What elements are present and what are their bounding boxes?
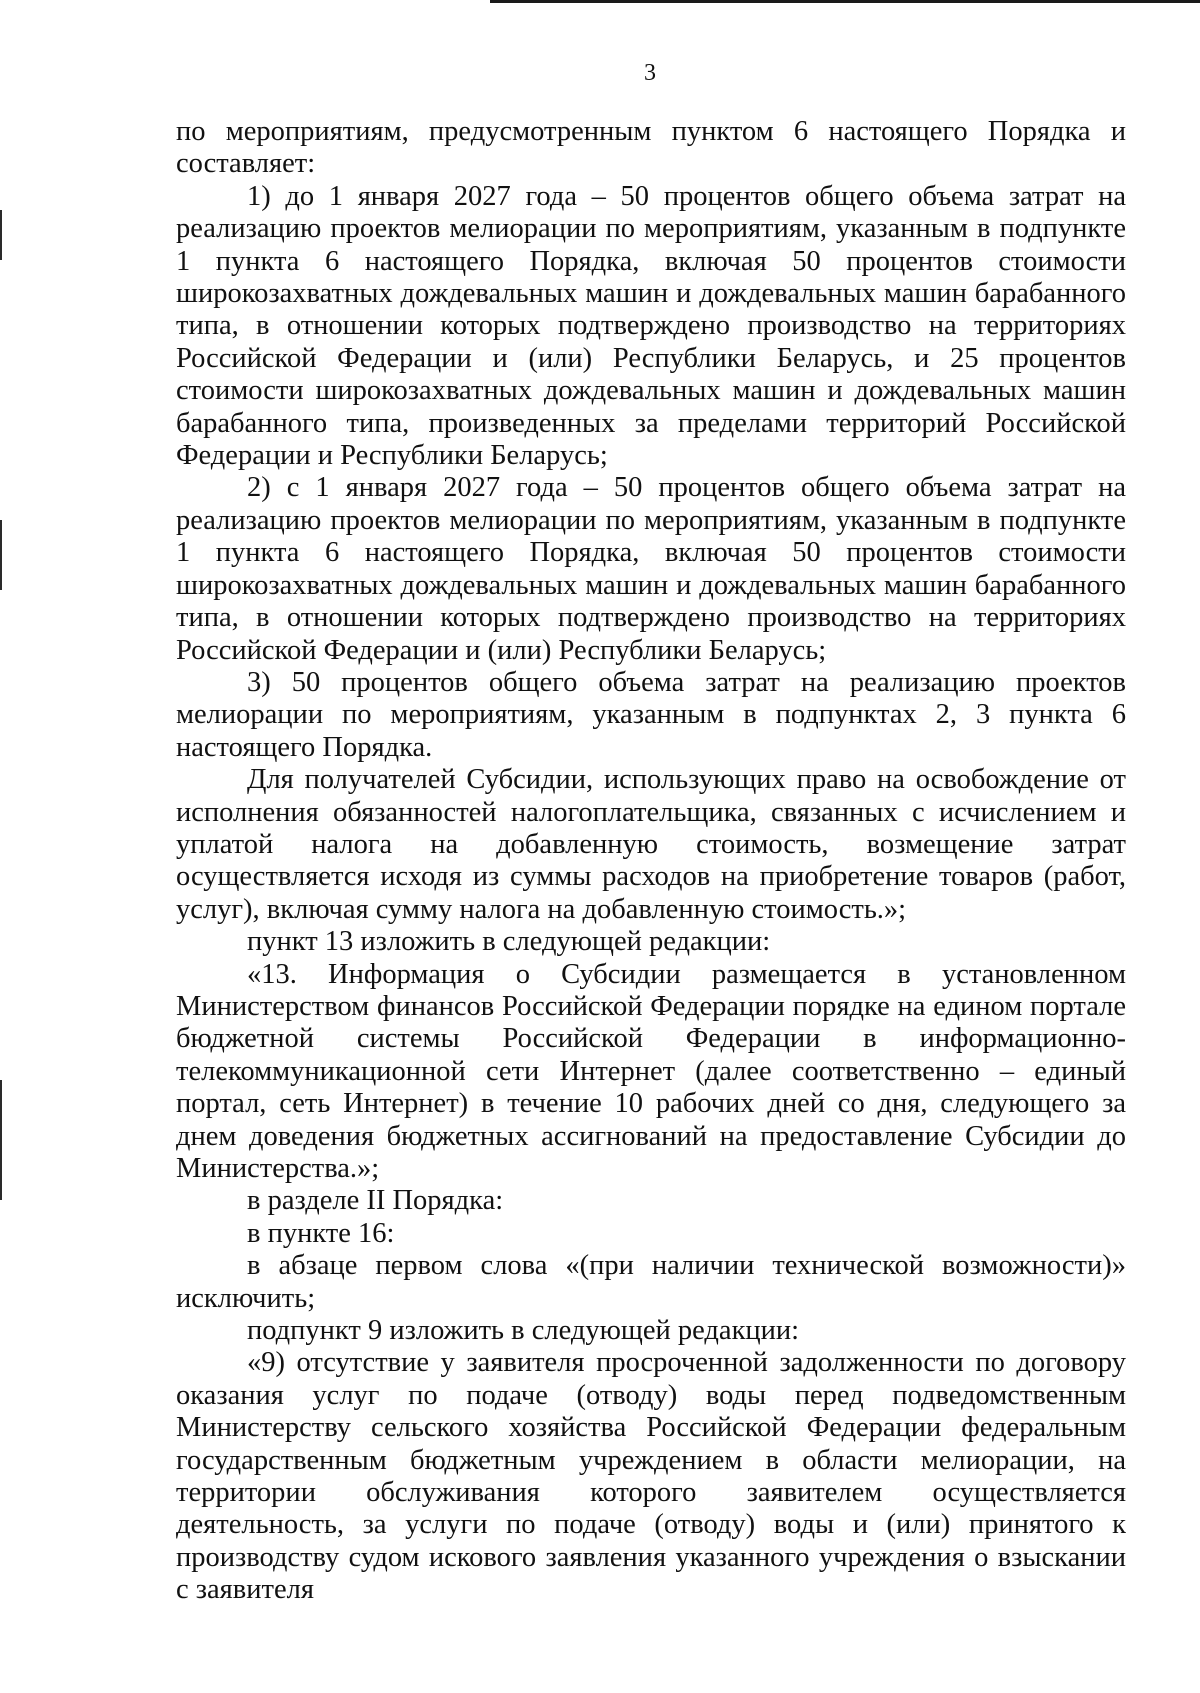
- paragraph-subpoint-9-text: «9) отсутствие у заявителя просроченной задолженности по договору оказания услуг по подаче (отводу) воды перед подведомственным Министерству сельского хозяйства Российской Федерации федеральным государственным бюджетным учреждением в области мелиорации, на территории обслуживания которого заявителем осуществляется деятельность, за услуги по подаче (отводу) воды и (или) принятого к производству судом искового заявления указанного учреждения о взыскании с заявителя: [176, 1347, 1126, 1606]
- paragraph-subpoint-9-instruction: подпункт 9 изложить в следующей редакции:: [247, 1315, 800, 1347]
- document-body: [176, 116, 1126, 1607]
- scan-left-edge-mark: [0, 210, 2, 260]
- paragraph-point-16: в пункте 16:: [247, 1217, 395, 1249]
- paragraph-point-13-instruction: пункт 13 изложить в следующей редакции:: [247, 926, 771, 958]
- scan-left-edge-mark: [0, 1080, 2, 1200]
- scan-top-edge: [490, 0, 1200, 3]
- paragraph-first-abzac: в абзаце первом слова «(при наличии технической возможности)» исключить;: [176, 1250, 1126, 1314]
- scan-left-edge-mark: [0, 520, 2, 590]
- paragraph-item-1: 1) до 1 января 2027 года – 50 процентов общего объема затрат на реализацию проектов мелиорации по мероприятиям, указанным в подпункте 1 пункта 6 настоящего Порядка, включая 50 процентов стоимости широкозахватных дождевальных машин и дождевальных машин барабанного типа, в отношении которых подтверждено производство на территориях Российской Федерации и (или) Республики Беларусь, и 25 процентов стоимости широкозахватных дождевальных машин и дождевальных машин барабанного типа, произведенных за пределами территорий Российской Федерации и Республики Беларусь;: [176, 180, 1126, 472]
- paragraph: по мероприятиям, предусмотренным пунктом 6 настоящего Порядка и составляет:: [176, 116, 1126, 180]
- paragraph-item-2: 2) с 1 января 2027 года – 50 процентов общего объема затрат на реализацию проектов мелиорации по мероприятиям, указанным в подпункте 1 пункта 6 настоящего Порядка, включая 50 процентов стоимости широкозахватных дождевальных машин и дождевальных машин барабанного типа, в отношении которых подтверждено производство на территориях Российской Федерации и (или) Республики Беларусь;: [176, 472, 1126, 666]
- paragraph-item-3: 3) 50 процентов общего объема затрат на реализацию проектов мелиорации по мероприятиям, указанным в подпунктах 2, 3 пункта 6 настоящего Порядка.: [176, 666, 1126, 763]
- paragraph-point-13-text: «13. Информация о Субсидии размещается в установленном Министерством финансов Российской Федерации порядке на едином портале бюджетной системы Российской Федерации в информационно-телекоммуникационной сети Интернет (далее соответственно – единый портал, сеть Интернет) в течение 10 рабочих дней со дня, следующего за днем доведения бюджетных ассигнований на предоставление Субсидии до Министерства.»;: [176, 958, 1126, 1184]
- paragraph-vat: Для получателей Субсидии, использующих право на освобождение от исполнения обязанностей налогоплательщика, связанных с исчислением и уплатой налога на добавленную стоимость, возмещение затрат осуществляется исходя из суммы расходов на приобретение товаров (работ, услуг), включая сумму налога на добавленную стоимость.»;: [176, 764, 1126, 925]
- paragraph-section-2: в разделе II Порядка:: [247, 1185, 504, 1217]
- page-number: 3: [644, 60, 656, 86]
